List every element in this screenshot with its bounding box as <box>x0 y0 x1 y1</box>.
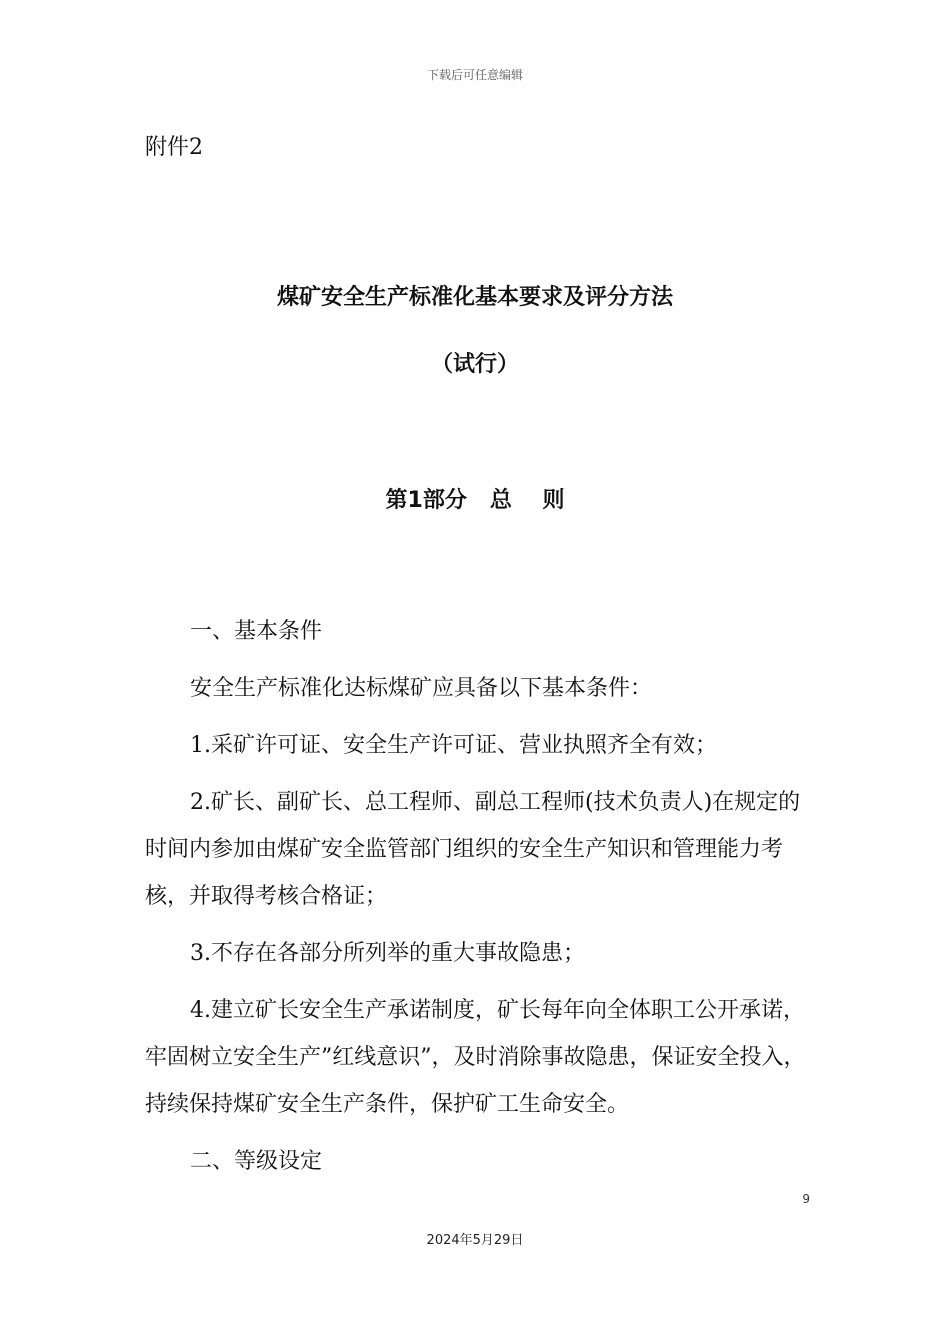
attachment-label: 附件2 <box>145 135 203 160</box>
document-title: 煤矿安全生产标准化基本要求及评分方法 <box>276 285 673 310</box>
body-section <box>145 608 810 1185</box>
item-3-paragraph: 3.不存在各部分所列举的重大事故隐患； <box>190 941 585 966</box>
page-number: 9 <box>802 1192 810 1206</box>
header-note: 下载后可任意编辑 <box>426 68 523 82</box>
footer-date: 2024年5月29日 <box>426 1233 524 1248</box>
item-1-paragraph: 1.采矿许可证、安全生产许可证、营业执照齐全有效； <box>190 733 717 758</box>
item-2-paragraph: 2.矿长、副矿长、总工程师、副总工程师(技术负责人)在规定的时间内参加由煤矿安全监管部门组织的安全生产知识和管理能力考核，并取得考核合格证； <box>145 790 801 909</box>
part-heading: 第1部分 总 则 <box>385 488 565 513</box>
section-1-heading: 一、基本条件 <box>190 619 323 644</box>
section-2-heading: 二、等级设定 <box>190 1149 323 1174</box>
document-subtitle: （试行） <box>430 352 519 377</box>
intro-paragraph: 安全生产标准化达标煤矿应具备以下基本条件： <box>190 676 653 701</box>
item-4-paragraph: 4.建立矿长安全生产承诺制度，矿长每年向全体职工公开承诺，牢固树立安全生产”红线意识”，及时消除事故隐患，保证安全投入，持续保持煤矿安全生产条件，保护矿工生命安全。 <box>145 998 806 1117</box>
